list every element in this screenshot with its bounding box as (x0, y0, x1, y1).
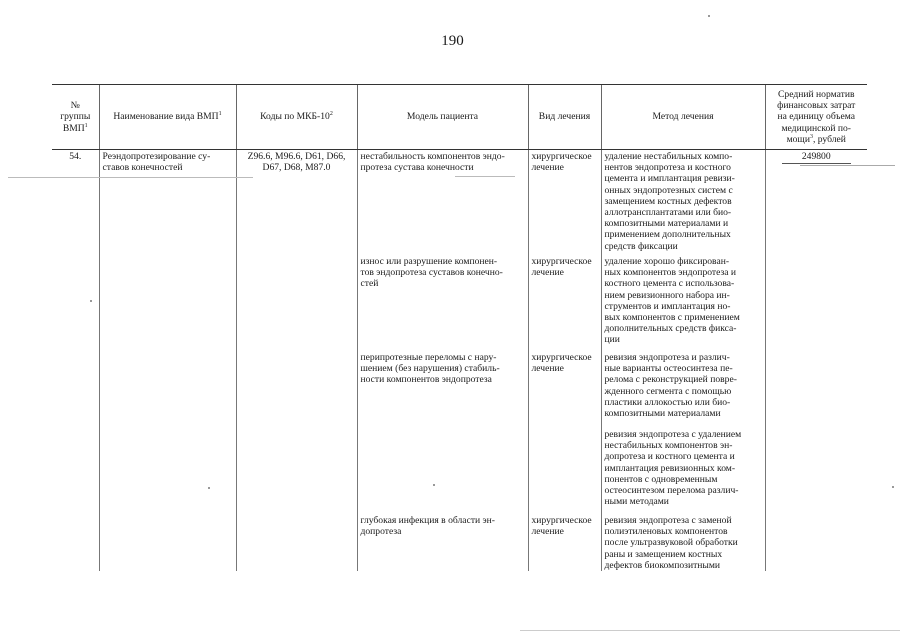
group-number-cell: 54. (69, 151, 82, 162)
page-number: 190 (441, 33, 464, 49)
scan-line (8, 177, 253, 178)
method-block: ревизия эндопротеза с удалением нестабильных компонентов эн- допротеза и костного цемента и имплантация ревизионных ком- понентов с одновременным остеосинтезом перелома различ- ными методами (604, 429, 742, 508)
financial-norm-cell (765, 150, 867, 572)
header-vmp-name: Наименование вида ВМП$^1$ (99, 85, 236, 150)
scan-line (800, 165, 895, 166)
method-block: удаление нестабильных компо- нентов эндопротеза и костного цемента и имплантация ревизи- онных эндопротезных систем с замещением костных дефектов аллотрансплантатами или био- композитными материалами и применением дополнительных средств фиксации (604, 151, 735, 252)
header-treatment-method: Метод лечения (601, 85, 765, 150)
treatment-type-cell: хирургическое лечение хирургическое лечение хирургическое лечение хирургическое лечение (528, 150, 601, 572)
scan-dot (892, 486, 894, 488)
table-header-row (52, 85, 867, 150)
vmp-table (52, 84, 867, 571)
table-row (52, 150, 867, 572)
scan-dot (433, 484, 435, 486)
scan-dot (208, 487, 210, 489)
header-icd-codes: Коды по МКБ-$10^2$ (236, 85, 357, 150)
scan-dot (90, 300, 92, 302)
scan-line (455, 176, 515, 177)
header-group-number: № группы ВМП$^1$ (52, 85, 99, 150)
treatment-method-cell (601, 150, 765, 572)
header-treatment-type: Вид лечения (528, 85, 601, 150)
header-financial-norm: Средний норматив финансовых затрат на единицу объема медицинской по- мощи$^3$, рублей (765, 85, 867, 150)
vmp-name-cell: Реэндопротезирование су- ставов конечностей (99, 150, 236, 572)
header-patient-model: Модель пациента (357, 85, 528, 150)
method-block: удаление хорошо фиксирован- ных компонентов эндопротеза и костного цемента с использова- нием ревизионного набора ин- струментов и имплантация но- вых компонентов с применением дополнительных средств фикса- ции (604, 256, 740, 346)
method-block: ревизия эндопротеза и различ- ные варианты остеосинтеза пе- релома с реконструкцией повре- жденного сегмента с помощью пластики аллокостью или био- композитными материалами (604, 352, 737, 420)
scan-dot (708, 15, 710, 17)
scan-line (520, 630, 900, 631)
icd-codes-cell: Z96.6, M96.6, D61, D66, D67, D68, M87.0 (236, 150, 357, 572)
patient-model-cell: нестабильность компонентов эндо- протеза сустава конечности износ или разрушение компонен- тов эндопротеза суставов конечно- стей перипротезные переломы с нару- шением (без нарушения) стабиль- ности компонентов эндопротеза глубокая инфекция в области эн- допротеза (357, 150, 528, 572)
method-block: ревизия эндопротеза с заменой полиэтиленовых компонентов после ультразвуковой обработки раны и замещением костных дефектов биокомпозитными (604, 515, 738, 571)
financial-norm-value: 249800 (782, 151, 851, 164)
